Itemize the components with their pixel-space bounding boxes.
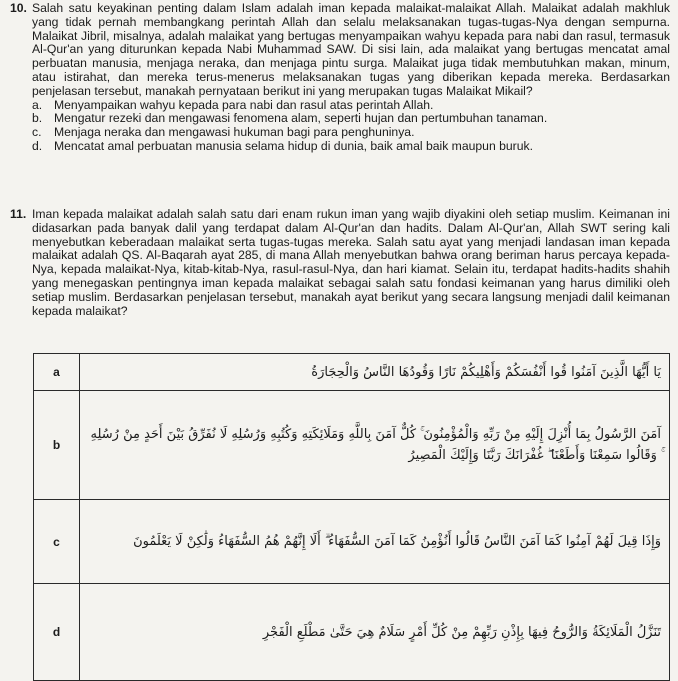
answer-row-a[interactable] [34,354,670,391]
option-letter: b. [32,111,43,126]
option-text: Menyampaikan wahyu kepada para nabi dan rasul atas perintah Allah. [54,97,434,112]
answer-key: d [34,584,80,681]
options-list [32,99,670,154]
answer-row-c[interactable] [34,500,670,584]
question-stem: Salah satu keyakinan penting dalam Islam adalah iman kepada malaikat-malaikat Allah. Malaikat adalah makhluk yang tidak pernah membangkang perintah Allah dan selalu melaksanakan tugas-tugas-Nya dengan sempurna. Malaikat Jibril, misalnya, adalah malaikat yang bertugas menyampaikan wahyu kepada para nabi dan rasul, termasuk Al-Qur'an yang diturunkan kepada Nabi Muhammad SAW. Di sisi lain, ada malaikat yang bertugas mencatat amal perbuatan manusia, menjaga neraka, dan menjaga pintu surga. Malaikat juga tidak membutuhkan makan, minum, atau istirahat, dan mereka terus-menerus melaksanakan tugas yang diberikan kepada mereka. Berdasarkan penjelasan tersebut, manakah pernyataan berikut ini yang merupakan tugas Malaikat Mikail? [32,1,670,98]
arabic-verse: تَنَزَّلُ الْمَلَائِكَةُ وَالرُّوحُ فِيهَا بِإِذْنِ رَبِّهِمْ مِنْ كُلِّ أَمْرٍ سَلَامٌ هِيَ حَتَّىٰ مَطْلَعِ الْفَجْرِ [80,584,670,681]
option-d[interactable] [32,140,670,154]
answer-row-d[interactable] [34,584,670,681]
option-text: Mencatat amal perbuatan manusia selama hidup di dunia, baik amal baik maupun buruk. [54,138,533,153]
arabic-verse: يَا أَيُّهَا الَّذِينَ آمَنُوا قُوا أَنْفُسَكُمْ وَأَهْلِيكُمْ نَارًا وَقُودُهَا النَّاسُ وَالْحِجَارَةُ [80,354,670,391]
option-text: Mengatur rezeki dan mengawasi fenomena alam, seperti hujan dan pertumbuhan tanaman. [54,111,548,126]
question-11 [10,208,670,318]
question-10 [10,2,670,154]
answer-key: a [34,354,80,391]
answer-key: c [34,500,80,584]
answer-key: b [34,391,80,500]
option-text: Menjaga neraka dan mengawasi hukuman bagi para penghuninya. [54,125,415,140]
option-letter: c. [32,125,42,140]
option-b[interactable] [32,112,670,126]
option-c[interactable] [32,126,670,140]
option-letter: d. [32,138,43,153]
question-stem: Iman kepada malaikat adalah salah satu dari enam rukun iman yang wajib diyakini oleh setiap muslim. Keimanan ini didasarkan pada banyak dalil yang terdapat dalam Al-Qur'an dan hadits. Dalam Al-Qur'an, Allah SWT sering kali menyebutkan keberadaan malaikat serta tugas-tugas mereka. Salah satu ayat yang menjadi landasan iman kepada malaikat adalah QS. Al-Baqarah ayat 285, di mana Allah menyebutkan bahwa orang beriman harus percaya kepada-Nya, kepada malaikat-Nya, kitab-kitab-Nya, rasul-rasul-Nya, dan hari kiamat. Selain itu, terdapat hadits-hadits shahih yang menegaskan pentingnya iman kepada malaikat sebagai salah satu fondasi keimanan yang harus dimiliki oleh setiap muslim. Berdasarkan penjelasan tersebut, manakah ayat berikut yang secara langsung menjadi dalil keimanan kepada malaikat? [32,207,670,318]
arabic-verse: آمَنَ الرَّسُولُ بِمَا أُنْزِلَ إِلَيْهِ مِنْ رَبِّهِ وَالْمُؤْمِنُونَ ۚ كُلٌّ آمَنَ بِاللَّهِ وَمَلَائِكَتِهِ وَكُتُبِهِ وَرُسُلِهِ لَا نُفَرِّقُ بَيْنَ أَحَدٍ مِنْ رُسُلِهِ ۚ وَقَالُوا سَمِعْنَا وَأَطَعْنَا ۖ غُفْرَانَكَ رَبَّنَا وَإِلَيْكَ الْمَصِيرُ [80,391,670,500]
answer-row-b[interactable] [34,391,670,500]
question-number: 10. [10,1,27,15]
question-number: 11. [10,207,27,221]
answer-table [33,353,670,681]
option-a[interactable] [32,99,670,113]
option-letter: a. [32,97,43,112]
arabic-verse: وَإِذَا قِيلَ لَهُمْ آمِنُوا كَمَا آمَنَ النَّاسُ قَالُوا أَنُؤْمِنُ كَمَا آمَنَ السُّفَهَاءُ ۗ أَلَا إِنَّهُمْ هُمُ السُّفَهَاءُ وَلَٰكِنْ لَا يَعْلَمُونَ [80,500,670,584]
